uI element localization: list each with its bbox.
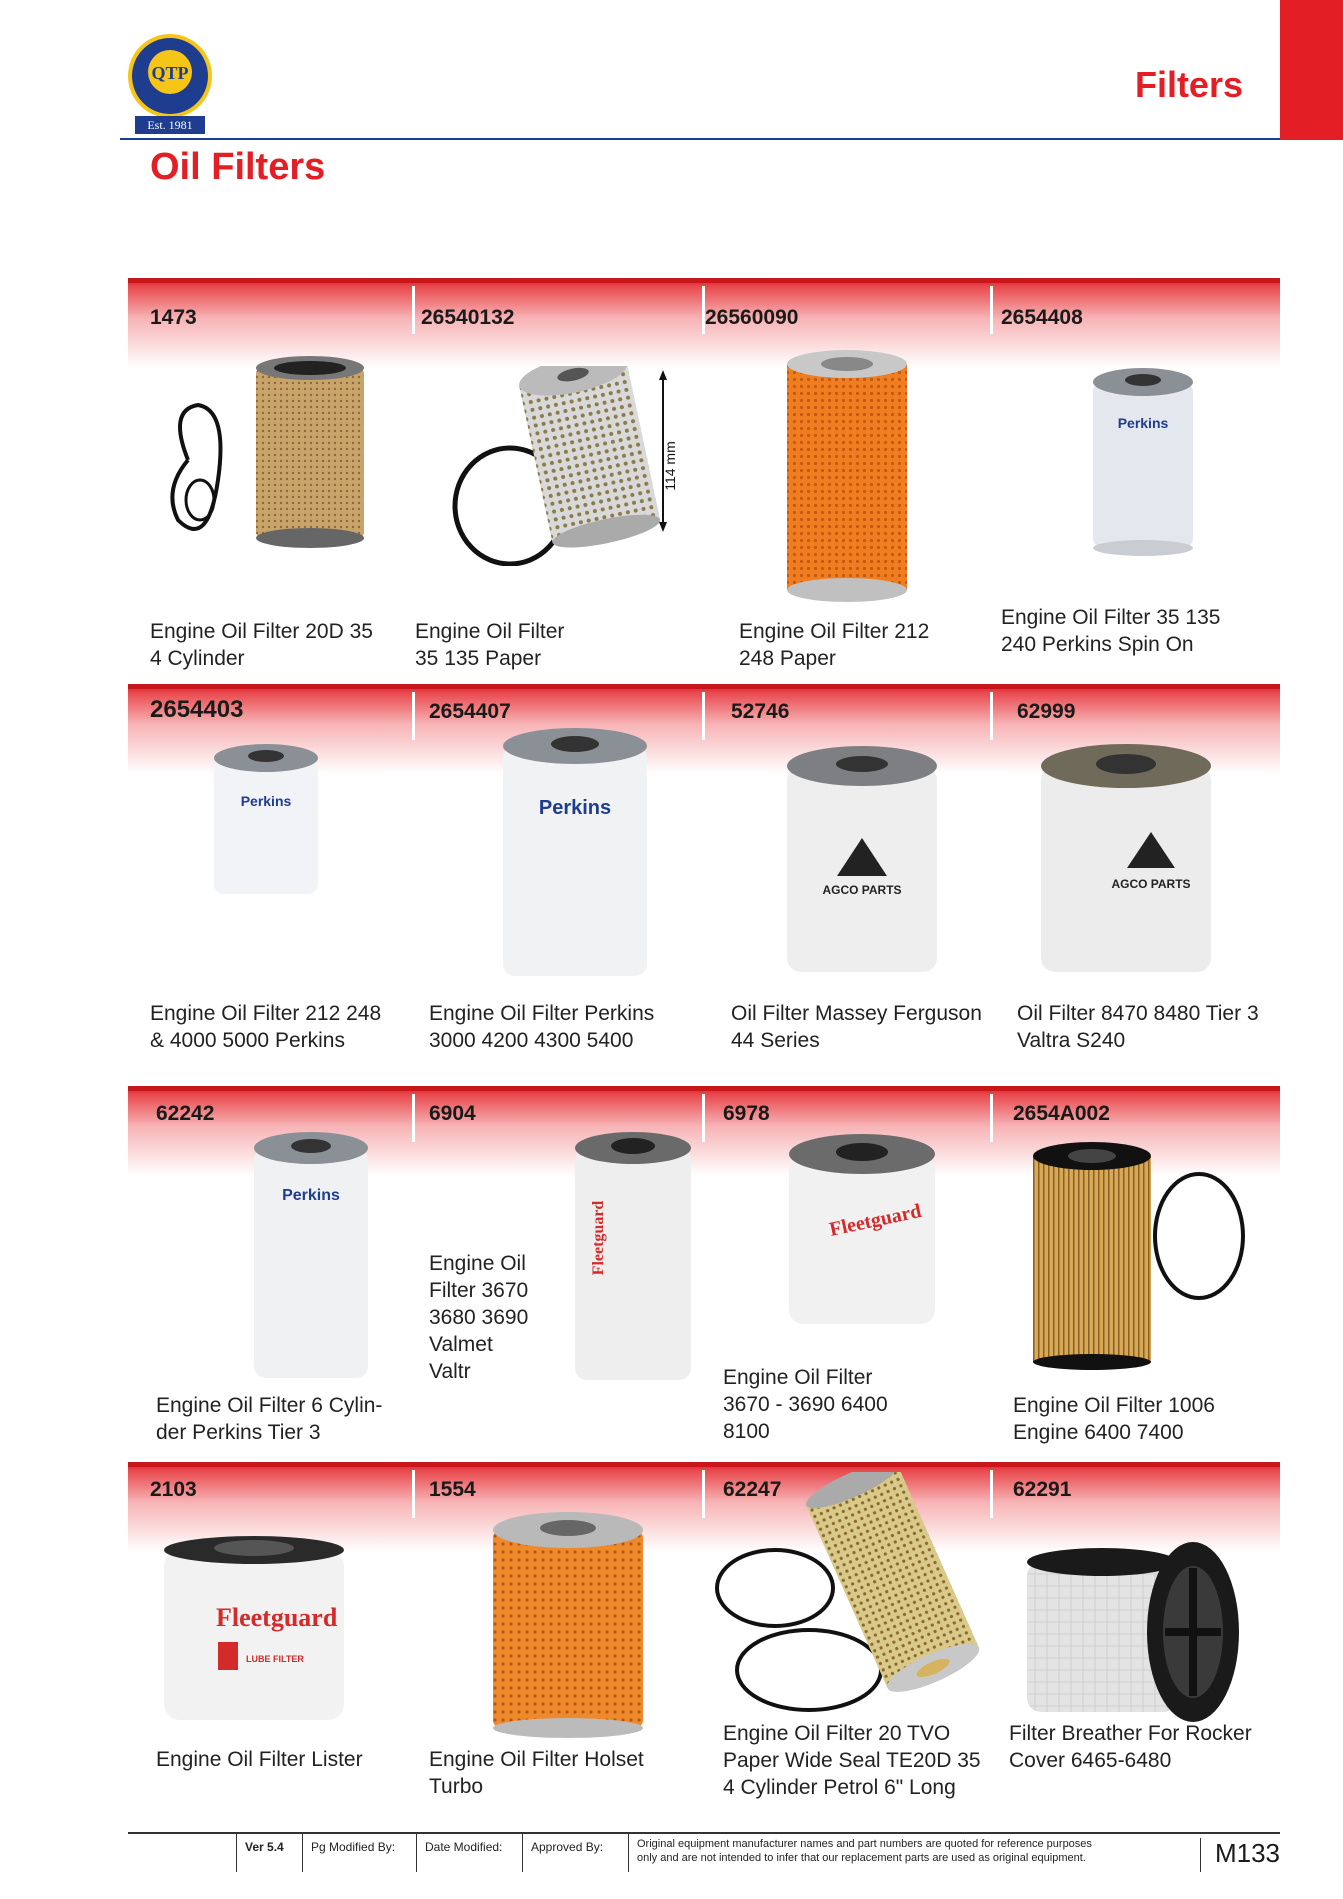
page-title: Oil Filters [150, 146, 326, 188]
product-description: Engine Oil Filter 35 135 Paper [415, 620, 565, 670]
part-number: 62242 [156, 1102, 215, 1125]
product-description: Engine Oil Filter 20 TVO Paper Wide Seal TE20D 35 4 Cylinder Petrol 6" Long [723, 1722, 981, 1799]
svg-text:Perkins: Perkins [282, 1187, 340, 1204]
paper-element-icon [158, 350, 378, 550]
part-number: 52746 [731, 700, 790, 723]
part-number: 6978 [723, 1102, 770, 1125]
product-description: Oil Filter 8470 8480 Tier 3 Valtra S240 [1017, 1002, 1259, 1052]
fleetguard-spin-on-icon [567, 1128, 699, 1388]
page-number: M133 [1200, 1838, 1280, 1872]
product-row-4 [128, 1462, 1280, 1812]
product-card[interactable] [415, 684, 702, 1080]
product-card[interactable] [415, 1462, 702, 1812]
product-description: Engine Oil Filter 1006 Engine 6400 7400 [1013, 1394, 1215, 1444]
fleetguard-spin-on-icon [779, 1132, 945, 1332]
part-number: 2654407 [429, 700, 511, 723]
product-description: Engine Oil Filter Perkins 3000 4200 4300 5400 [429, 1002, 655, 1052]
disclaimer-text: Original equipment manufacturer names and part numbers are quoted for reference purposes only and are not intended to infer that our replacement parts are used as original equipment. [628, 1834, 1168, 1872]
svg-text:AGCO PARTS: AGCO PARTS [1111, 877, 1191, 891]
product-card[interactable] [128, 1462, 412, 1812]
fleetguard-spin-on-icon [156, 1532, 352, 1732]
product-description: Engine Oil Filter 3670 - 3690 6400 8100 [723, 1366, 888, 1443]
agco-spin-on-icon [1031, 742, 1221, 982]
product-card[interactable] [993, 1086, 1280, 1458]
product-row-2 [128, 684, 1280, 1080]
orange-element-icon [777, 348, 917, 604]
product-description: Engine Oil Filter 35 135 240 Perkins Spin On [1001, 606, 1221, 656]
part-number: 2103 [150, 1478, 197, 1501]
breather-filter-icon [1017, 1532, 1247, 1722]
part-number: 2654408 [1001, 306, 1083, 329]
product-card[interactable] [705, 1086, 990, 1458]
product-card[interactable] [993, 684, 1280, 1080]
version-label: Ver 5.4 [236, 1834, 302, 1872]
svg-text:Fleetguard: Fleetguard [216, 1603, 338, 1632]
orange-element-icon [483, 1508, 653, 1738]
product-card[interactable] [128, 684, 412, 1080]
product-description: Engine Oil Filter 3670 3680 3690 Valmet Valtr [429, 1252, 529, 1383]
svg-text:Fleetguard: Fleetguard [827, 1199, 924, 1241]
svg-text:LUBE FILTER: LUBE FILTER [246, 1654, 304, 1664]
part-number: 26560090 [705, 306, 799, 329]
svg-text:Est. 1981: Est. 1981 [147, 118, 193, 132]
svg-text:AGCO PARTS: AGCO PARTS [822, 883, 902, 897]
product-row-1 [128, 278, 1280, 676]
part-number: 6904 [429, 1102, 476, 1125]
svg-text:Perkins: Perkins [240, 793, 292, 809]
product-description: Engine Oil Filter Lister [156, 1748, 363, 1771]
product-card[interactable] [993, 1462, 1280, 1812]
product-card[interactable] [993, 278, 1280, 676]
perforated-element-icon [705, 1472, 990, 1712]
perkins-spin-on-icon [1087, 362, 1199, 558]
product-card[interactable] [705, 684, 990, 1080]
product-description: Engine Oil Filter 212 248 Paper [739, 620, 930, 670]
part-number: 2654403 [150, 696, 244, 723]
product-card[interactable] [128, 278, 412, 676]
perkins-spin-on-icon [246, 1126, 376, 1386]
product-card[interactable] [415, 1086, 702, 1458]
header-divider [120, 138, 1280, 140]
section-title: Filters [1134, 64, 1243, 105]
product-card[interactable] [705, 278, 990, 676]
svg-text:QTP: QTP [151, 63, 189, 83]
perkins-spin-on-icon [206, 740, 326, 900]
date-modified-label: Date Modified: [416, 1834, 522, 1872]
part-number: 1554 [429, 1478, 476, 1501]
product-description: Engine Oil Filter 20D 35 4 Cylinder [150, 620, 373, 670]
section-tab [1280, 0, 1343, 140]
perforated-element-icon [435, 366, 685, 566]
product-card[interactable] [705, 1462, 990, 1812]
svg-text:Fleetguard: Fleetguard [590, 1200, 607, 1276]
page-footer [128, 1834, 1280, 1874]
product-description: Oil Filter Massey Ferguson 44 Series [731, 1002, 982, 1052]
agco-spin-on-icon [777, 742, 947, 982]
pg-modified-by-label: Pg Modified By: [302, 1834, 416, 1872]
perkins-spin-on-icon [495, 724, 655, 984]
product-row-3 [128, 1086, 1280, 1458]
product-description: Filter Breather For Rocker Cover 6465-6480 [1009, 1722, 1252, 1772]
product-card[interactable] [415, 278, 702, 676]
product-description: Engine Oil Filter Holset Turbo [429, 1748, 644, 1798]
svg-text:Perkins: Perkins [538, 797, 612, 819]
product-card[interactable] [128, 1086, 412, 1458]
pleated-element-icon [1023, 1142, 1253, 1372]
qtp-logo [125, 32, 215, 136]
part-number: 62291 [1013, 1478, 1072, 1501]
product-description: Engine Oil Filter 212 248 & 4000 5000 Perkins [150, 1002, 382, 1052]
part-number: 62247 [723, 1478, 782, 1501]
dimension-label: 114 mm [662, 441, 678, 491]
approved-by-label: Approved By: [522, 1834, 628, 1872]
part-number: 62999 [1017, 700, 1076, 723]
part-number: 26540132 [421, 306, 515, 329]
part-number: 1473 [150, 306, 197, 329]
product-description: Engine Oil Filter 6 Cylin- der Perkins Tier 3 [156, 1394, 383, 1444]
svg-text:Perkins: Perkins [1117, 415, 1169, 431]
part-number: 2654A002 [1013, 1102, 1110, 1125]
